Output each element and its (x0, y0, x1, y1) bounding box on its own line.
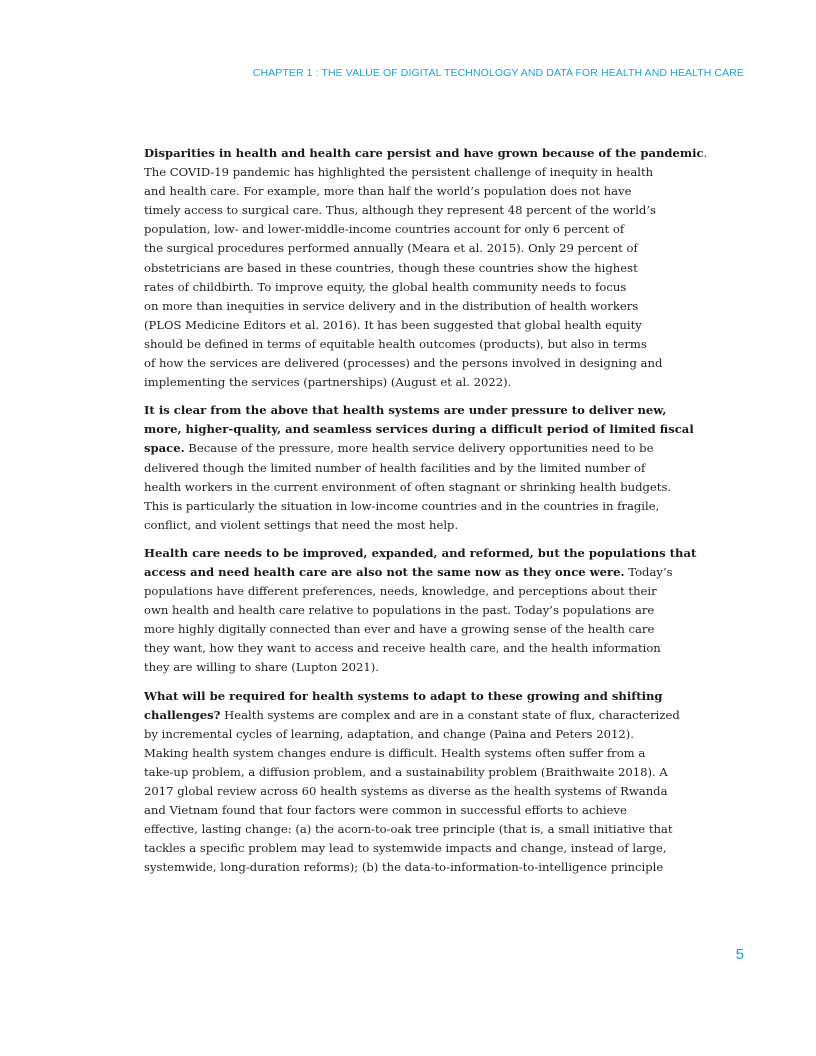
regular-text: more highly digitally connected than ever and have a growing sense of the health care (144, 622, 655, 637)
regular-text: Health systems are complex and are in a constant state of flux, characterized (220, 707, 680, 722)
regular-text: conflict, and violent settings that need the most help. (144, 517, 459, 532)
text-line (144, 582, 674, 601)
text-line (144, 335, 674, 354)
regular-text: by incremental cycles of learning, adaptation, and change (Paina and Peters 2012). (144, 726, 634, 741)
text-line (144, 259, 674, 278)
bold-lead-in: It is clear from the above that health systems are under pressure to deliver new, (144, 403, 667, 418)
bold-lead-in: Disparities in health and health care persist and have grown because of the pandemic (144, 146, 704, 160)
text-line (144, 601, 674, 620)
regular-text: on more than inequities in service delivery and in the distribution of health workers (144, 298, 639, 313)
text-line (144, 725, 674, 744)
text-line (144, 220, 674, 239)
text-line (144, 373, 674, 392)
text-line (144, 439, 674, 458)
text-line (144, 516, 674, 535)
text-line (144, 316, 674, 335)
text-line (144, 658, 674, 677)
text-line (144, 839, 674, 858)
paragraph-adapting-health-systems (144, 687, 680, 878)
regular-text: implementing the services (partnerships) (August et al. 2022). (144, 375, 512, 390)
regular-text: systemwide, long-duration reforms); (b) the data-to-information-to-intelligence principle (144, 860, 664, 875)
text-line (144, 687, 674, 706)
text-line (144, 563, 674, 582)
regular-text: should be defined in terms of equitable health outcomes (products), but also in terms (144, 336, 647, 351)
bold-lead-in: space. (144, 441, 185, 456)
text-line (144, 782, 674, 801)
text-line (144, 278, 674, 297)
text-line (144, 706, 680, 725)
bold-lead-in: more, higher-quality, and seamless services during a difficult period of limited fiscal (144, 422, 694, 437)
regular-text: effective, lasting change: (a) the acorn-to-oak tree principle (that is, a small initiative that (144, 822, 673, 837)
text-line (144, 401, 674, 420)
regular-text: Making health system changes endure is difficult. Health systems often suffer from a (144, 745, 646, 760)
text-line (144, 478, 674, 497)
page-number: 5 (735, 946, 744, 963)
text-line (144, 820, 674, 839)
body-text (144, 144, 708, 886)
regular-text: . (703, 146, 708, 160)
regular-text: population, low- and lower-middle-income countries account for only 6 percent of (144, 222, 625, 237)
regular-text: of how the services are delivered (processes) and the persons involved in designing and (144, 356, 663, 371)
regular-text: obstetricians are based in these countries, though these countries show the highest (144, 260, 638, 275)
bold-lead-in: What will be required for health systems to adapt to these growing and shifting (144, 688, 663, 703)
text-line (144, 239, 674, 258)
text-line (144, 639, 674, 658)
regular-text: delivered though the limited number of health facilities and by the limited number of (144, 460, 646, 475)
regular-text: rates of childbirth. To improve equity, the global health community needs to focus (144, 279, 627, 294)
regular-text: they want, how they want to access and receive health care, and the health information (144, 641, 661, 656)
bold-lead-in: Health care needs to be improved, expanded, and reformed, but the populations that (144, 545, 697, 560)
text-line (144, 858, 674, 877)
regular-text: own health and health care relative to populations in the past. Today’s populations are (144, 603, 655, 618)
running-header: CHAPTER 1 : THE VALUE OF DIGITAL TECHNOLOGY AND DATA FOR HEALTH AND HEALTH CARE (252, 67, 744, 79)
regular-text: Because of the pressure, more health service delivery opportunities need to be (184, 441, 654, 456)
bold-lead-in: challenges? (144, 707, 221, 722)
regular-text: the surgical procedures performed annually (Meara et al. 2015). Only 29 percent of (144, 241, 638, 256)
bold-lead-in: access and need health care are also not the same now as they once were. (144, 564, 625, 579)
text-line (144, 163, 674, 182)
text-line (144, 297, 674, 316)
text-line (144, 182, 674, 201)
paragraph-health-care-reform (144, 544, 697, 678)
regular-text: they are willing to share (Lupton 2021). (144, 660, 379, 675)
regular-text: (PLOS Medicine Editors et al. 2016). It has been suggested that global health equity (144, 317, 642, 332)
regular-text: and health care. For example, more than half the world’s population does not have (144, 184, 632, 199)
text-line (144, 497, 674, 516)
regular-text: health workers in the current environment of often stagnant or shrinking health budgets. (144, 479, 672, 494)
paragraph-disparities (144, 144, 708, 392)
text-line (144, 744, 674, 763)
text-line (144, 201, 674, 220)
regular-text: The COVID-19 pandemic has highlighted the persistent challenge of inequity in health (144, 165, 654, 180)
text-line (144, 354, 674, 373)
regular-text: tackles a specific problem may lead to systemwide impacts and change, instead of large, (144, 841, 667, 856)
text-line (144, 420, 694, 439)
regular-text: timely access to surgical care. Thus, although they represent 48 percent of the world’s (144, 203, 656, 218)
text-line (144, 459, 674, 478)
text-line (144, 801, 674, 820)
text-line (144, 144, 708, 163)
regular-text: take-up problem, a diffusion problem, and a sustainability problem (Braithwaite 2018). A (144, 764, 668, 779)
regular-text: 2017 global review across 60 health systems as diverse as the health systems of Rwanda (144, 784, 668, 798)
regular-text: populations have different preferences, needs, knowledge, and perceptions about their (144, 584, 657, 599)
regular-text: This is particularly the situation in low-income countries and in the countries in fragile, (144, 498, 660, 513)
text-line (144, 620, 674, 639)
text-line (144, 544, 697, 563)
regular-text: and Vietnam found that four factors were common in successful efforts to achieve (144, 803, 627, 818)
text-line (144, 763, 674, 782)
regular-text: Today’s (624, 564, 673, 579)
paragraph-health-systems-pressure (144, 401, 694, 535)
